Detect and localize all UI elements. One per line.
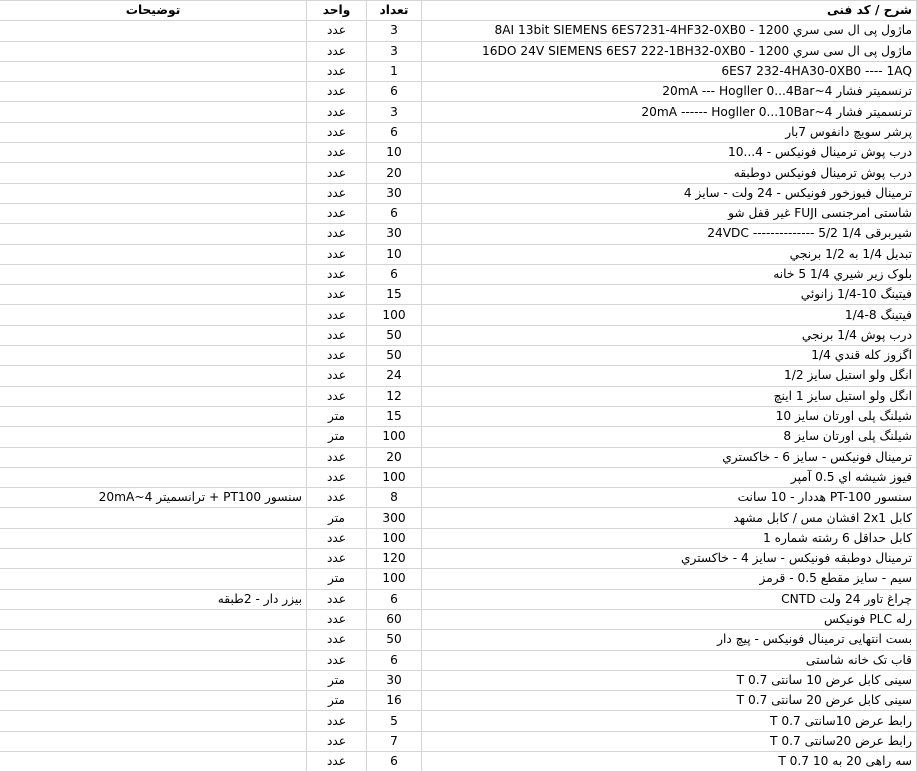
table-row xyxy=(0,609,917,629)
cell-unit[interactable]: عدد xyxy=(307,488,367,508)
cell-quantity[interactable]: 50 xyxy=(367,630,422,650)
cell-description[interactable]: ماژول پی ال سی سري 1200 - 16DO 24V SIEMENS 6ES7 222-1BH32-0XB0 xyxy=(422,41,917,61)
table-row xyxy=(0,751,917,771)
cell-quantity[interactable]: 6 xyxy=(367,203,422,223)
cell-notes[interactable] xyxy=(0,569,307,589)
cell-unit[interactable]: عدد xyxy=(307,122,367,142)
table-row xyxy=(0,122,917,142)
items-table-body xyxy=(0,1,917,772)
cell-quantity[interactable]: 6 xyxy=(367,589,422,609)
cell-description[interactable]: سینی کابل عرض 20 سانتی T 0.7 xyxy=(422,691,917,711)
cell-quantity[interactable]: 50 xyxy=(367,346,422,366)
cell-notes[interactable] xyxy=(0,244,307,264)
cell-notes[interactable] xyxy=(0,386,307,406)
cell-quantity[interactable]: 6 xyxy=(367,264,422,284)
cell-notes[interactable] xyxy=(0,346,307,366)
cell-description[interactable]: تبدیل 1/4 به 1/2 برنجي xyxy=(422,244,917,264)
cell-unit[interactable]: عدد xyxy=(307,61,367,81)
cell-quantity[interactable]: 300 xyxy=(367,508,422,528)
cell-quantity[interactable]: 15 xyxy=(367,406,422,426)
cell-notes[interactable] xyxy=(0,630,307,650)
cell-description[interactable]: انگل ولو استیل سایز 1/2 xyxy=(422,366,917,386)
cell-quantity[interactable]: 3 xyxy=(367,41,422,61)
cell-notes[interactable] xyxy=(0,41,307,61)
table-row xyxy=(0,528,917,548)
cell-quantity[interactable]: 120 xyxy=(367,549,422,569)
cell-quantity[interactable]: 3 xyxy=(367,102,422,122)
table-row xyxy=(0,346,917,366)
cell-quantity[interactable]: 6 xyxy=(367,82,422,102)
cell-notes[interactable]: سنسور PT100 + ترانسمیتر 4~20mA xyxy=(0,488,307,508)
cell-quantity[interactable]: 8 xyxy=(367,488,422,508)
table-row xyxy=(0,731,917,751)
cell-quantity[interactable]: 30 xyxy=(367,670,422,690)
cell-notes[interactable] xyxy=(0,203,307,223)
cell-unit[interactable]: عدد xyxy=(307,467,367,487)
cell-quantity[interactable]: 24 xyxy=(367,366,422,386)
cell-unit[interactable]: عدد xyxy=(307,285,367,305)
cell-quantity[interactable]: 100 xyxy=(367,569,422,589)
cell-unit[interactable]: متر xyxy=(307,508,367,528)
table-row xyxy=(0,691,917,711)
cell-unit[interactable]: عدد xyxy=(307,447,367,467)
cell-notes[interactable] xyxy=(0,82,307,102)
cell-description[interactable]: فیتینگ 10-1/4 زانوئي xyxy=(422,285,917,305)
cell-quantity[interactable]: 30 xyxy=(367,183,422,203)
cell-description[interactable]: چراغ تاور 24 ولت CNTD xyxy=(422,589,917,609)
cell-description[interactable]: رابط عرض 10سانتی T 0.7 xyxy=(422,711,917,731)
header-unit[interactable]: واحد xyxy=(307,1,367,21)
cell-quantity[interactable]: 1 xyxy=(367,61,422,81)
cell-unit[interactable]: متر xyxy=(307,406,367,426)
cell-quantity[interactable]: 20 xyxy=(367,447,422,467)
table-row xyxy=(0,569,917,589)
cell-unit[interactable]: عدد xyxy=(307,528,367,548)
cell-description[interactable]: 6ES7 232-4HA30-0XB0 ---- 1AQ xyxy=(422,61,917,81)
cell-notes[interactable] xyxy=(0,508,307,528)
cell-unit[interactable]: عدد xyxy=(307,386,367,406)
table-row xyxy=(0,102,917,122)
cell-unit[interactable]: عدد xyxy=(307,305,367,325)
table-row xyxy=(0,386,917,406)
cell-description[interactable]: ترمینال فونیکس - سایز 6 - خاکستري xyxy=(422,447,917,467)
cell-notes[interactable] xyxy=(0,366,307,386)
cell-unit[interactable]: عدد xyxy=(307,589,367,609)
cell-unit[interactable]: متر xyxy=(307,691,367,711)
cell-unit[interactable]: عدد xyxy=(307,650,367,670)
table-row xyxy=(0,285,917,305)
cell-unit[interactable]: عدد xyxy=(307,366,367,386)
cell-unit[interactable]: عدد xyxy=(307,751,367,771)
cell-unit[interactable]: عدد xyxy=(307,143,367,163)
cell-description[interactable]: درب پوش ترمینال فونیکس دوطبقه xyxy=(422,163,917,183)
cell-notes[interactable] xyxy=(0,305,307,325)
cell-notes[interactable] xyxy=(0,102,307,122)
table-row xyxy=(0,305,917,325)
table-row xyxy=(0,366,917,386)
table-row xyxy=(0,82,917,102)
cell-notes[interactable] xyxy=(0,691,307,711)
cell-description[interactable]: ترنسمیتر فشار 4~20mA --- Hogller 0...4Bar xyxy=(422,82,917,102)
table-row xyxy=(0,41,917,61)
cell-notes[interactable] xyxy=(0,122,307,142)
cell-unit[interactable]: عدد xyxy=(307,346,367,366)
table-row xyxy=(0,467,917,487)
cell-description[interactable]: شاستی امرجنسی FUJI غیر قفل شو xyxy=(422,203,917,223)
cell-notes[interactable] xyxy=(0,21,307,41)
cell-quantity[interactable]: 100 xyxy=(367,427,422,447)
cell-notes[interactable] xyxy=(0,650,307,670)
table-row xyxy=(0,670,917,690)
cell-unit[interactable]: عدد xyxy=(307,102,367,122)
cell-notes[interactable] xyxy=(0,325,307,345)
cell-description[interactable]: بست انتهایی ترمینال فونیکس - پیچ دار xyxy=(422,630,917,650)
table-row xyxy=(0,488,917,508)
cell-unit[interactable]: عدد xyxy=(307,224,367,244)
cell-unit[interactable]: متر xyxy=(307,427,367,447)
cell-notes[interactable] xyxy=(0,264,307,284)
cell-description[interactable]: ترمینال دوطبقه فونیکس - سایز 4 - خاکستري xyxy=(422,549,917,569)
cell-description[interactable]: قاب تک خانه شاستی xyxy=(422,650,917,670)
cell-notes[interactable] xyxy=(0,528,307,548)
cell-description[interactable]: ترنسمیتر فشار 4~20mA ------ Hogller 0...10Bar xyxy=(422,102,917,122)
cell-quantity[interactable]: 16 xyxy=(367,691,422,711)
table-header-row xyxy=(0,1,917,21)
cell-unit[interactable]: عدد xyxy=(307,203,367,223)
header-description[interactable]: شرح / کد فنی xyxy=(422,1,917,21)
cell-description[interactable]: اگزوز کله قندي 1/4 xyxy=(422,346,917,366)
cell-quantity[interactable]: 50 xyxy=(367,325,422,345)
cell-unit[interactable]: عدد xyxy=(307,549,367,569)
cell-unit[interactable]: عدد xyxy=(307,183,367,203)
cell-notes[interactable] xyxy=(0,731,307,751)
header-quantity[interactable]: تعداد xyxy=(367,1,422,21)
table-row xyxy=(0,549,917,569)
cell-description[interactable]: کابل 2x1 افشان مس / کابل مشهد xyxy=(422,508,917,528)
cell-quantity[interactable]: 100 xyxy=(367,467,422,487)
cell-description[interactable]: سنسور PT-100 هددار - 10 سانت xyxy=(422,488,917,508)
cell-notes[interactable] xyxy=(0,467,307,487)
cell-description[interactable]: سیم - سایز مقطع 0.5 - قرمز xyxy=(422,569,917,589)
cell-unit[interactable]: عدد xyxy=(307,630,367,650)
cell-unit[interactable]: عدد xyxy=(307,711,367,731)
cell-unit[interactable]: عدد xyxy=(307,163,367,183)
cell-unit[interactable]: عدد xyxy=(307,244,367,264)
cell-notes[interactable] xyxy=(0,406,307,426)
table-row xyxy=(0,427,917,447)
cell-unit[interactable]: عدد xyxy=(307,264,367,284)
cell-description[interactable]: شیلنگ پلی اورتان سایز 8 xyxy=(422,427,917,447)
cell-description[interactable]: کابل حداقل 6 رشته شماره 1 xyxy=(422,528,917,548)
table-row xyxy=(0,589,917,609)
cell-notes[interactable] xyxy=(0,163,307,183)
table-row xyxy=(0,650,917,670)
table-row xyxy=(0,163,917,183)
cell-quantity[interactable]: 6 xyxy=(367,650,422,670)
table-row xyxy=(0,244,917,264)
cell-quantity[interactable]: 6 xyxy=(367,751,422,771)
cell-unit[interactable]: عدد xyxy=(307,731,367,751)
cell-quantity[interactable]: 100 xyxy=(367,528,422,548)
cell-description[interactable]: شیلنگ پلی اورتان سایز 10 xyxy=(422,406,917,426)
cell-quantity[interactable]: 20 xyxy=(367,163,422,183)
table-row xyxy=(0,406,917,426)
cell-unit[interactable]: عدد xyxy=(307,82,367,102)
cell-notes[interactable] xyxy=(0,285,307,305)
cell-notes[interactable] xyxy=(0,711,307,731)
cell-description[interactable]: درب پوش ترمینال فونیکس - 4...10 xyxy=(422,143,917,163)
cell-quantity[interactable]: 10 xyxy=(367,244,422,264)
cell-quantity[interactable]: 10 xyxy=(367,143,422,163)
cell-quantity[interactable]: 3 xyxy=(367,21,422,41)
cell-unit[interactable]: عدد xyxy=(307,325,367,345)
cell-description[interactable]: پرشر سویچ دانفوس 7بار xyxy=(422,122,917,142)
table-row xyxy=(0,143,917,163)
cell-quantity[interactable]: 7 xyxy=(367,731,422,751)
cell-quantity[interactable]: 100 xyxy=(367,305,422,325)
cell-notes[interactable] xyxy=(0,447,307,467)
cell-description[interactable]: انگل ولو استیل سایز 1 اینچ xyxy=(422,386,917,406)
table-row xyxy=(0,325,917,345)
cell-unit[interactable]: متر xyxy=(307,670,367,690)
cell-description[interactable]: رابط عرض 20سانتی T 0.7 xyxy=(422,731,917,751)
cell-notes[interactable] xyxy=(0,183,307,203)
table-row xyxy=(0,630,917,650)
cell-unit[interactable]: عدد xyxy=(307,41,367,61)
table-row xyxy=(0,447,917,467)
cell-description[interactable]: بلوک زیر شیري 1/4 5 خانه xyxy=(422,264,917,284)
table-row xyxy=(0,224,917,244)
cell-quantity[interactable]: 5 xyxy=(367,711,422,731)
table-row xyxy=(0,183,917,203)
cell-description[interactable]: شیربرقی 1/4 5/2 -------------- 24VDC xyxy=(422,224,917,244)
cell-notes[interactable] xyxy=(0,609,307,629)
cell-notes[interactable] xyxy=(0,670,307,690)
cell-quantity[interactable]: 30 xyxy=(367,224,422,244)
cell-description[interactable]: سه راهی 20 به 10 T 0.7 xyxy=(422,751,917,771)
table-row xyxy=(0,21,917,41)
cell-notes[interactable] xyxy=(0,143,307,163)
table-row xyxy=(0,508,917,528)
table-row xyxy=(0,203,917,223)
cell-notes[interactable] xyxy=(0,224,307,244)
cell-description[interactable]: فیوز شیشه اي 0.5 آمپر xyxy=(422,467,917,487)
cell-description[interactable]: ترمینال فیوزخور فونیکس - 24 ولت - سایز 4 xyxy=(422,183,917,203)
table-row xyxy=(0,61,917,81)
cell-notes[interactable] xyxy=(0,751,307,771)
cell-description[interactable]: فیتینگ 8-1/4 xyxy=(422,305,917,325)
cell-description[interactable]: رله PLC فونیکس xyxy=(422,609,917,629)
table-row xyxy=(0,711,917,731)
cell-unit[interactable]: عدد xyxy=(307,609,367,629)
cell-notes[interactable]: بیزر دار - 2طبقه xyxy=(0,589,307,609)
cell-notes[interactable] xyxy=(0,549,307,569)
cell-quantity[interactable]: 12 xyxy=(367,386,422,406)
header-notes[interactable]: توضیحات xyxy=(0,1,307,21)
cell-notes[interactable] xyxy=(0,61,307,81)
cell-quantity[interactable]: 15 xyxy=(367,285,422,305)
cell-unit[interactable]: متر xyxy=(307,569,367,589)
cell-description[interactable]: ماژول پی ال سی سري 1200 - 8AI 13bit SIEMENS 6ES7231-4HF32-0XB0 xyxy=(422,21,917,41)
cell-description[interactable]: سینی کابل عرض 10 سانتی T 0.7 xyxy=(422,670,917,690)
cell-description[interactable]: درب پوش 1/4 برنجي xyxy=(422,325,917,345)
cell-quantity[interactable]: 6 xyxy=(367,122,422,142)
cell-unit[interactable]: عدد xyxy=(307,21,367,41)
cell-quantity[interactable]: 60 xyxy=(367,609,422,629)
table-row xyxy=(0,264,917,284)
cell-notes[interactable] xyxy=(0,427,307,447)
